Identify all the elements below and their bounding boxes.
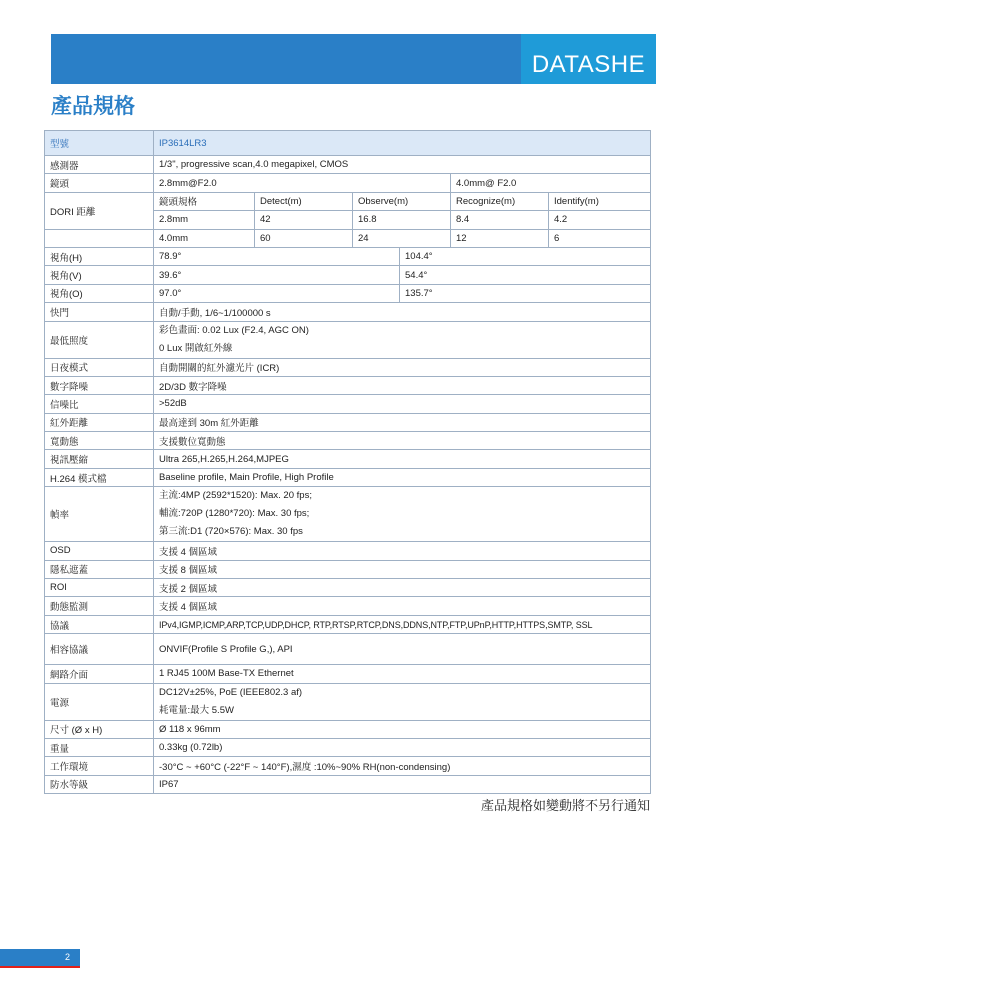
page-number-underline bbox=[0, 966, 80, 968]
illum-line: 0 Lux 開啟紅外線 bbox=[159, 342, 233, 354]
table-row bbox=[45, 303, 651, 321]
osd-value: 支援 4 個區域 bbox=[154, 542, 651, 560]
dori-cell: 8.4 bbox=[451, 211, 549, 229]
table-row bbox=[45, 413, 651, 431]
table-row bbox=[45, 468, 651, 486]
h264-label: H.264 模式檔 bbox=[45, 468, 154, 486]
datasheet-tab: DATASHE bbox=[521, 34, 656, 84]
power-line: 耗電量:最大 5.5W bbox=[159, 704, 234, 716]
network-value: 1 RJ45 100M Base-TX Ethernet bbox=[154, 665, 651, 683]
table-row bbox=[45, 560, 651, 578]
fov-o-a: 97.0° bbox=[154, 284, 400, 302]
sensor-label: 感測器 bbox=[45, 156, 154, 174]
power-value bbox=[154, 683, 651, 720]
dori-cell: 60 bbox=[255, 229, 353, 247]
section-title: 產品規格 bbox=[51, 94, 135, 118]
motion-label: 動態監測 bbox=[45, 597, 154, 615]
fov-v-a: 39.6° bbox=[154, 266, 400, 284]
ir-value: 最高達到 30m 紅外距離 bbox=[154, 413, 651, 431]
dori-header-recognize: Recognize(m) bbox=[451, 192, 549, 210]
table-row bbox=[45, 757, 651, 775]
table-row bbox=[45, 432, 651, 450]
dnr-label: 數字降噪 bbox=[45, 376, 154, 394]
lens-value-b: 4.0mm@ F2.0 bbox=[451, 174, 651, 192]
privacy-label: 隱私遮蓋 bbox=[45, 560, 154, 578]
dori-header-detect: Detect(m) bbox=[255, 192, 353, 210]
lens-label: 鏡頭 bbox=[45, 174, 154, 192]
env-value: -30°C ~ +60°C (-22°F ~ 140°F),濕度 :10%~90% RH(non-condensing) bbox=[154, 757, 651, 775]
fps-line: 輔流:720P (1280*720): Max. 30 fps; bbox=[159, 508, 310, 520]
fps-label: 幀率 bbox=[45, 487, 154, 542]
daynight-label: 日夜模式 bbox=[45, 358, 154, 376]
table-row bbox=[45, 376, 651, 394]
table-row bbox=[45, 634, 651, 665]
dori-cell: 12 bbox=[451, 229, 549, 247]
table-row bbox=[45, 487, 651, 542]
motion-value: 支援 4 個區域 bbox=[154, 597, 651, 615]
codec-value: Ultra 265,H.265,H.264,MJPEG bbox=[154, 450, 651, 468]
table-row bbox=[45, 284, 651, 302]
fov-v-label: 視角(V) bbox=[45, 266, 154, 284]
dori-cell: 6 bbox=[549, 229, 651, 247]
compat-label: 相容協議 bbox=[45, 634, 154, 665]
illum-line: 彩色畫面: 0.02 Lux (F2.4, AGC ON) bbox=[159, 324, 309, 336]
roi-value: 支援 2 個區域 bbox=[154, 579, 651, 597]
table-row bbox=[45, 156, 651, 174]
osd-label: OSD bbox=[45, 542, 154, 560]
ip-value: IP67 bbox=[154, 775, 651, 793]
dori-cell: 42 bbox=[255, 211, 353, 229]
table-row bbox=[45, 358, 651, 376]
snr-value: >52dB bbox=[154, 395, 651, 413]
privacy-value: 支援 8 個區域 bbox=[154, 560, 651, 578]
table-row bbox=[45, 720, 651, 738]
fov-h-a: 78.9° bbox=[154, 247, 400, 265]
fov-v-b: 54.4° bbox=[400, 266, 651, 284]
table-row bbox=[45, 450, 651, 468]
size-value: Ø 118 x 96mm bbox=[154, 720, 651, 738]
dori-cell: 4.0mm bbox=[154, 229, 255, 247]
wdr-label: 寬動態 bbox=[45, 432, 154, 450]
model-label: 型號 bbox=[45, 131, 154, 156]
snr-label: 信噪比 bbox=[45, 395, 154, 413]
table-row bbox=[45, 174, 651, 192]
footer-note: 產品規格如變動將不另行通知 bbox=[480, 799, 650, 814]
codec-label: 視訊壓縮 bbox=[45, 450, 154, 468]
table-row bbox=[45, 131, 651, 156]
illum-label: 最低照度 bbox=[45, 321, 154, 358]
table-row bbox=[45, 775, 651, 793]
roi-label: ROI bbox=[45, 579, 154, 597]
network-label: 網路介面 bbox=[45, 665, 154, 683]
fps-value bbox=[154, 487, 651, 542]
ir-label: 紅外距離 bbox=[45, 413, 154, 431]
size-label: 尺寸 (Ø x H) bbox=[45, 720, 154, 738]
table-row bbox=[45, 683, 651, 720]
lens-value-a: 2.8mm@F2.0 bbox=[154, 174, 451, 192]
dori-cell: 24 bbox=[353, 229, 451, 247]
daynight-value: 自動開關的紅外濾光片 (ICR) bbox=[154, 358, 651, 376]
fov-o-b: 135.7° bbox=[400, 284, 651, 302]
ip-label: 防水等級 bbox=[45, 775, 154, 793]
power-label: 電源 bbox=[45, 683, 154, 720]
fov-h-b: 104.4° bbox=[400, 247, 651, 265]
table-row bbox=[45, 247, 651, 265]
table-row bbox=[45, 665, 651, 683]
table-row bbox=[45, 266, 651, 284]
fov-h-label: 視角(H) bbox=[45, 247, 154, 265]
weight-value: 0.33kg (0.72lb) bbox=[154, 738, 651, 756]
illum-value bbox=[154, 321, 651, 358]
table-row bbox=[45, 738, 651, 756]
page-number-tab bbox=[0, 949, 80, 966]
fps-line: 主流:4MP (2592*1520): Max. 20 fps; bbox=[159, 490, 312, 502]
table-row bbox=[45, 395, 651, 413]
dnr-value: 2D/3D 數字降噪 bbox=[154, 376, 651, 394]
fov-o-label: 視角(O) bbox=[45, 284, 154, 302]
wdr-value: 支援數位寬動態 bbox=[154, 432, 651, 450]
page-number: 2 bbox=[64, 952, 70, 962]
dori-cell: 16.8 bbox=[353, 211, 451, 229]
dori-cell: 4.2 bbox=[549, 211, 651, 229]
table-row bbox=[45, 192, 651, 210]
weight-label: 重量 bbox=[45, 738, 154, 756]
table-row bbox=[45, 615, 651, 633]
model-value: IP3614LR3 bbox=[154, 131, 651, 156]
table-row bbox=[45, 597, 651, 615]
shutter-label: 快門 bbox=[45, 303, 154, 321]
compat-value: ONVIF(Profile S Profile G,), API bbox=[154, 634, 651, 665]
protocol-label: 協議 bbox=[45, 615, 154, 633]
h264-value: Baseline profile, Main Profile, High Profile bbox=[154, 468, 651, 486]
shutter-value: 自動/手動, 1/6~1/100000 s bbox=[154, 303, 651, 321]
table-row bbox=[45, 321, 651, 358]
fps-line: 第三流:D1 (720×576): Max. 30 fps bbox=[159, 526, 303, 538]
dori-header-identify: Identify(m) bbox=[549, 192, 651, 210]
table-row bbox=[45, 542, 651, 560]
table-row bbox=[45, 229, 651, 247]
protocol-value: IPv4,IGMP,ICMP,ARP,TCP,UDP,DHCP, RTP,RTSP,RTCP,DNS,DDNS,NTP,FTP,UPnP,HTTP,HTTPS,SMTP, SSL bbox=[154, 615, 651, 633]
sensor-value: 1/3", progressive scan,4.0 megapixel, CMOS bbox=[154, 156, 651, 174]
dori-label: DORI 距離 bbox=[45, 192, 154, 229]
dori-header-lens: 鏡頭規格 bbox=[154, 192, 255, 210]
dori-cell: 2.8mm bbox=[154, 211, 255, 229]
power-line: DC12V±25%, PoE (IEEE802.3 af) bbox=[159, 686, 303, 698]
dori-label-blank bbox=[45, 229, 154, 247]
spec-table bbox=[44, 130, 651, 794]
table-row bbox=[45, 579, 651, 597]
env-label: 工作環境 bbox=[45, 757, 154, 775]
dori-header-observe: Observe(m) bbox=[353, 192, 451, 210]
